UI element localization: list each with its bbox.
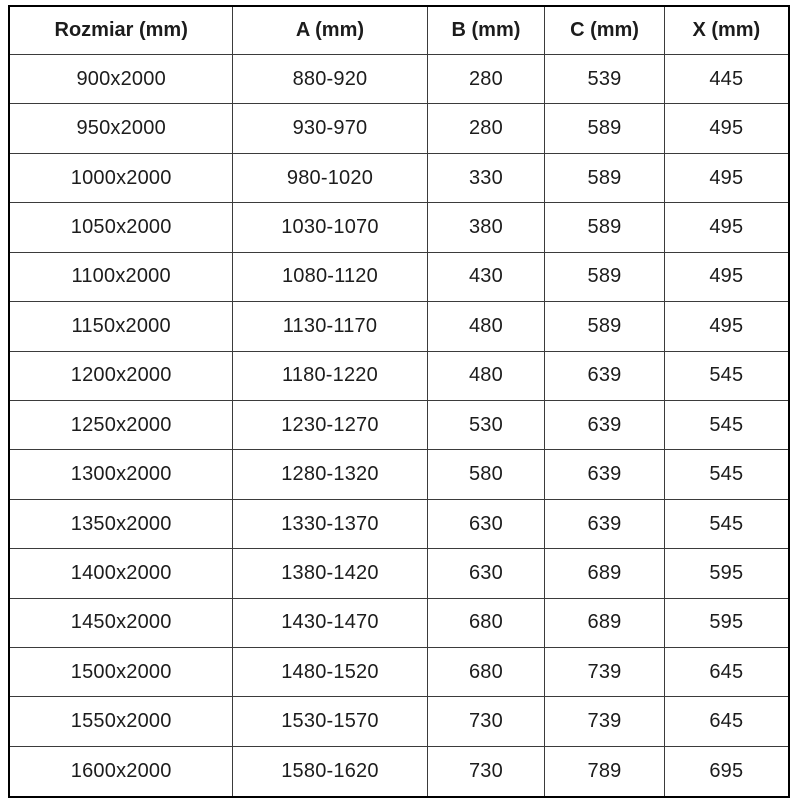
cell-b: 680 (427, 598, 545, 647)
cell-x: 545 (664, 351, 789, 400)
cell-b: 380 (427, 203, 545, 252)
table-row (9, 302, 789, 351)
cell-x: 495 (664, 252, 789, 301)
cell-b: 630 (427, 549, 545, 598)
cell-a: 1030-1070 (233, 203, 427, 252)
table-row (9, 252, 789, 301)
column-header-c: C (mm) (545, 6, 664, 55)
cell-c: 589 (545, 203, 664, 252)
table-row (9, 648, 789, 697)
cell-rozmiar: 900x2000 (9, 55, 233, 104)
cell-x: 595 (664, 549, 789, 598)
table-row (9, 746, 789, 797)
cell-c: 589 (545, 104, 664, 153)
cell-x: 595 (664, 598, 789, 647)
column-header-b: B (mm) (427, 6, 545, 55)
cell-a: 1430-1470 (233, 598, 427, 647)
cell-a: 1530-1570 (233, 697, 427, 746)
cell-x: 545 (664, 499, 789, 548)
table-row (9, 598, 789, 647)
cell-rozmiar: 1000x2000 (9, 153, 233, 202)
cell-a: 1280-1320 (233, 450, 427, 499)
cell-a: 1580-1620 (233, 746, 427, 797)
cell-x: 495 (664, 104, 789, 153)
cell-b: 330 (427, 153, 545, 202)
cell-c: 589 (545, 302, 664, 351)
table-row (9, 55, 789, 104)
cell-a: 980-1020 (233, 153, 427, 202)
cell-c: 789 (545, 746, 664, 797)
table-row (9, 400, 789, 449)
cell-a: 930-970 (233, 104, 427, 153)
cell-rozmiar: 1600x2000 (9, 746, 233, 797)
cell-rozmiar: 1200x2000 (9, 351, 233, 400)
cell-b: 280 (427, 55, 545, 104)
cell-c: 639 (545, 351, 664, 400)
cell-rozmiar: 1250x2000 (9, 400, 233, 449)
column-header-a: A (mm) (233, 6, 427, 55)
cell-c: 739 (545, 648, 664, 697)
cell-x: 495 (664, 203, 789, 252)
cell-a: 1230-1270 (233, 400, 427, 449)
cell-a: 880-920 (233, 55, 427, 104)
cell-b: 530 (427, 400, 545, 449)
cell-rozmiar: 1550x2000 (9, 697, 233, 746)
cell-b: 730 (427, 746, 545, 797)
cell-x: 445 (664, 55, 789, 104)
cell-c: 639 (545, 450, 664, 499)
cell-c: 589 (545, 153, 664, 202)
cell-c: 739 (545, 697, 664, 746)
cell-c: 689 (545, 598, 664, 647)
table-row (9, 104, 789, 153)
cell-x: 495 (664, 153, 789, 202)
cell-a: 1180-1220 (233, 351, 427, 400)
cell-rozmiar: 1400x2000 (9, 549, 233, 598)
cell-x: 495 (664, 302, 789, 351)
cell-b: 430 (427, 252, 545, 301)
cell-x: 645 (664, 697, 789, 746)
cell-a: 1080-1120 (233, 252, 427, 301)
cell-a: 1330-1370 (233, 499, 427, 548)
cell-x: 545 (664, 400, 789, 449)
cell-b: 480 (427, 351, 545, 400)
cell-b: 280 (427, 104, 545, 153)
cell-rozmiar: 1450x2000 (9, 598, 233, 647)
size-spec-table (8, 5, 790, 798)
cell-rozmiar: 1050x2000 (9, 203, 233, 252)
cell-b: 630 (427, 499, 545, 548)
cell-x: 545 (664, 450, 789, 499)
cell-a: 1480-1520 (233, 648, 427, 697)
column-header-x: X (mm) (664, 6, 789, 55)
cell-rozmiar: 1150x2000 (9, 302, 233, 351)
cell-x: 645 (664, 648, 789, 697)
cell-c: 539 (545, 55, 664, 104)
header-row (9, 6, 789, 55)
cell-x: 695 (664, 746, 789, 797)
cell-c: 689 (545, 549, 664, 598)
table-row (9, 450, 789, 499)
table-row (9, 203, 789, 252)
cell-c: 639 (545, 499, 664, 548)
table-row (9, 153, 789, 202)
cell-rozmiar: 1100x2000 (9, 252, 233, 301)
cell-b: 680 (427, 648, 545, 697)
cell-b: 480 (427, 302, 545, 351)
column-header-rozmiar: Rozmiar (mm) (9, 6, 233, 55)
cell-a: 1130-1170 (233, 302, 427, 351)
cell-c: 589 (545, 252, 664, 301)
table-row (9, 351, 789, 400)
cell-b: 580 (427, 450, 545, 499)
cell-rozmiar: 950x2000 (9, 104, 233, 153)
cell-rozmiar: 1300x2000 (9, 450, 233, 499)
cell-rozmiar: 1350x2000 (9, 499, 233, 548)
cell-b: 730 (427, 697, 545, 746)
table-row (9, 549, 789, 598)
cell-a: 1380-1420 (233, 549, 427, 598)
table-row (9, 697, 789, 746)
cell-rozmiar: 1500x2000 (9, 648, 233, 697)
table-row (9, 499, 789, 548)
cell-c: 639 (545, 400, 664, 449)
